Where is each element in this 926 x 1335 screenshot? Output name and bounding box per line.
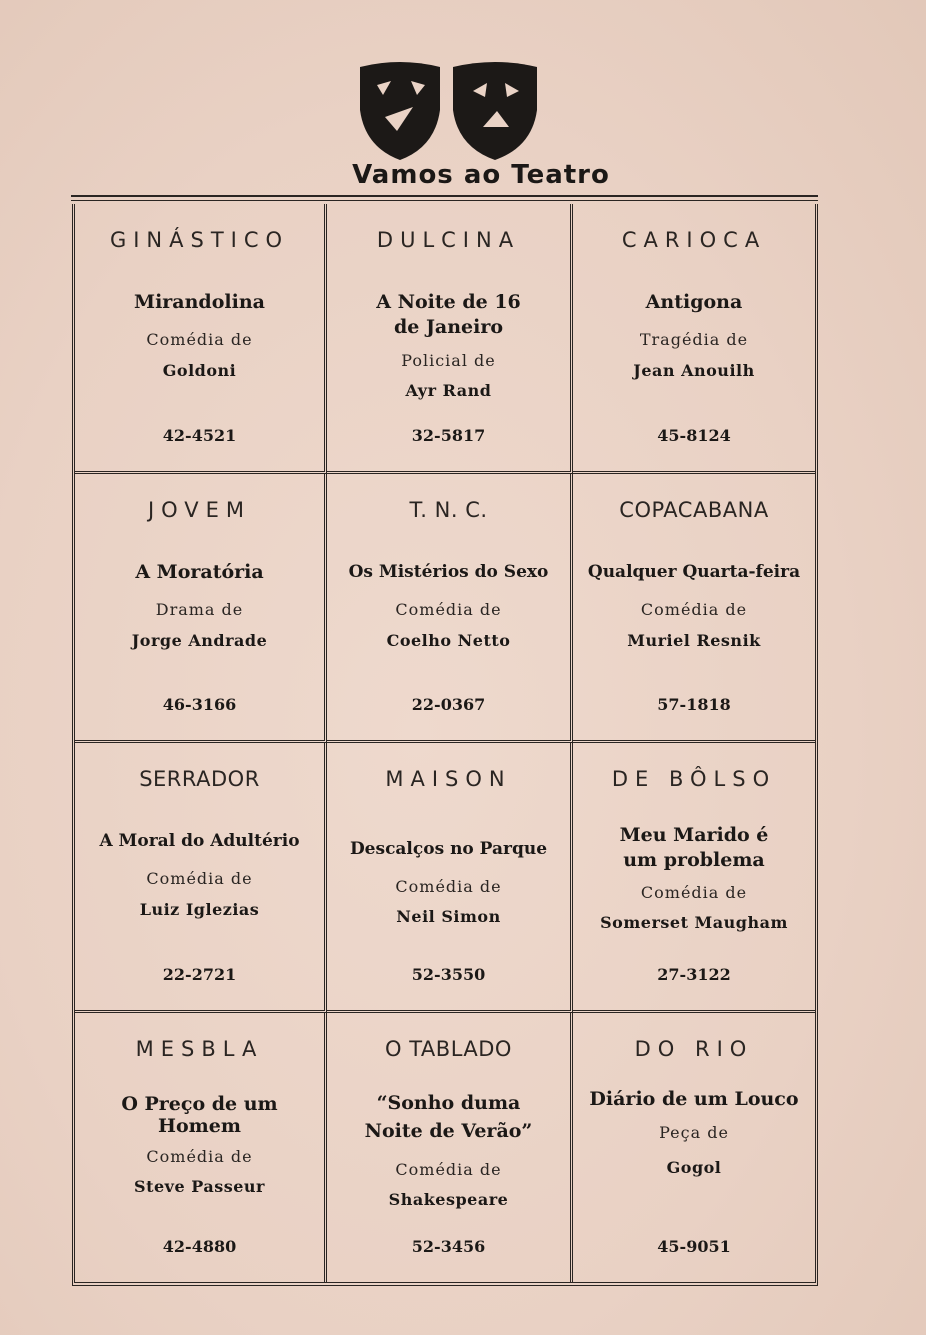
play-genre: Comédia de bbox=[146, 869, 253, 888]
phone-number: 46-3166 bbox=[162, 695, 237, 714]
play-title: A Moral do Adultério bbox=[99, 831, 300, 851]
theatre-listing-grid bbox=[72, 204, 818, 1286]
theatre-name: SERRADOR bbox=[139, 767, 260, 791]
play-author: Somerset Maugham bbox=[600, 913, 788, 932]
play-title: “Sonho duma Noite de Verão” bbox=[364, 1091, 533, 1142]
theatre-name: T. N. C. bbox=[409, 497, 488, 522]
theatre-cell-ginastico bbox=[75, 204, 327, 474]
theatre-cell-jovem bbox=[75, 474, 327, 744]
theatre-name: JOVEM bbox=[147, 497, 252, 522]
phone-number: 22-2721 bbox=[162, 964, 237, 984]
theatre-name: MAISON bbox=[385, 767, 512, 791]
theatre-name: O TABLADO bbox=[385, 1036, 512, 1061]
play-title: A Noite de 16 de Janeiro bbox=[376, 291, 521, 338]
play-genre: Policial de bbox=[401, 351, 496, 370]
theatre-name: DE BÔLSO bbox=[611, 767, 777, 791]
play-author: Jorge Andrade bbox=[131, 630, 268, 650]
play-title: Meu Marido é um problema bbox=[619, 824, 769, 871]
play-genre: Comédia de bbox=[146, 330, 253, 349]
theatre-name: GINÁSTICO bbox=[109, 228, 290, 252]
theatre-name: MESBLA bbox=[135, 1036, 264, 1061]
phone-number: 45-9051 bbox=[657, 1237, 731, 1256]
theatre-name: DULCINA bbox=[376, 228, 521, 252]
play-genre: Comédia de bbox=[395, 1159, 502, 1179]
play-author: Goldoni bbox=[162, 361, 237, 380]
play-title: Diário de um Louco bbox=[589, 1087, 799, 1110]
theatre-masks-icon bbox=[355, 55, 545, 165]
phone-number: 52-3456 bbox=[411, 1237, 486, 1256]
theatre-cell-dulcina bbox=[327, 204, 573, 474]
theatre-cell-o-tablado bbox=[327, 1013, 573, 1283]
phone-number: 27-3122 bbox=[657, 964, 731, 984]
play-author: Luiz Iglezias bbox=[139, 900, 260, 919]
play-author: Gogol bbox=[666, 1157, 722, 1177]
play-title: Mirandolina bbox=[134, 291, 265, 313]
play-author: Neil Simon bbox=[396, 907, 501, 926]
phone-number: 57-1818 bbox=[657, 695, 731, 714]
theatre-cell-tnc bbox=[327, 474, 573, 744]
theatre-name: DO RIO bbox=[634, 1036, 754, 1061]
play-genre: Peça de bbox=[659, 1122, 729, 1142]
theatre-cell-carioca bbox=[573, 204, 815, 474]
theatre-cell-maison bbox=[327, 743, 573, 1013]
play-genre: Comédia de bbox=[395, 877, 502, 896]
play-author: Ayr Rand bbox=[405, 381, 492, 400]
play-title: Descalços no Parque bbox=[349, 839, 548, 859]
theatre-name: CARIOCA bbox=[621, 228, 767, 252]
theatre-cell-serrador bbox=[75, 743, 327, 1013]
play-genre: Comédia de bbox=[146, 1146, 253, 1166]
phone-number: 52-3550 bbox=[411, 964, 486, 984]
play-genre: Tragédia de bbox=[639, 330, 749, 349]
theatre-cell-do-rio bbox=[573, 1013, 815, 1283]
theatre-name: COPACABANA bbox=[619, 497, 769, 522]
phone-number: 45-8124 bbox=[657, 425, 731, 445]
play-author: Jean Anouilh bbox=[633, 361, 755, 380]
page-title: Vamos ao Teatro bbox=[352, 160, 610, 190]
play-genre: Drama de bbox=[155, 599, 244, 619]
phone-number: 42-4880 bbox=[162, 1237, 237, 1256]
top-rule bbox=[71, 195, 818, 201]
phone-number: 22-0367 bbox=[411, 695, 486, 714]
play-author: Shakespeare bbox=[388, 1189, 509, 1209]
phone-number: 42-4521 bbox=[162, 425, 237, 445]
play-title: Antigona bbox=[645, 291, 743, 313]
play-author: Coelho Netto bbox=[386, 630, 511, 650]
play-author: Muriel Resnik bbox=[627, 630, 761, 650]
play-genre: Comédia de bbox=[640, 883, 748, 902]
play-title: Os Mistérios do Sexo bbox=[348, 561, 549, 582]
play-title: O Preço de um Homem bbox=[121, 1092, 278, 1137]
theatre-cell-copacabana bbox=[573, 474, 815, 744]
theatre-cell-de-bolso bbox=[573, 743, 815, 1013]
play-title: A Moratória bbox=[135, 560, 264, 583]
play-author: Steve Passeur bbox=[134, 1176, 265, 1196]
play-genre: Comédia de bbox=[640, 599, 748, 619]
theatre-cell-mesbla bbox=[75, 1013, 327, 1283]
play-title: Qualquer Quarta-feira bbox=[587, 561, 801, 582]
play-genre: Comédia de bbox=[395, 599, 502, 619]
phone-number: 32-5817 bbox=[411, 425, 486, 445]
